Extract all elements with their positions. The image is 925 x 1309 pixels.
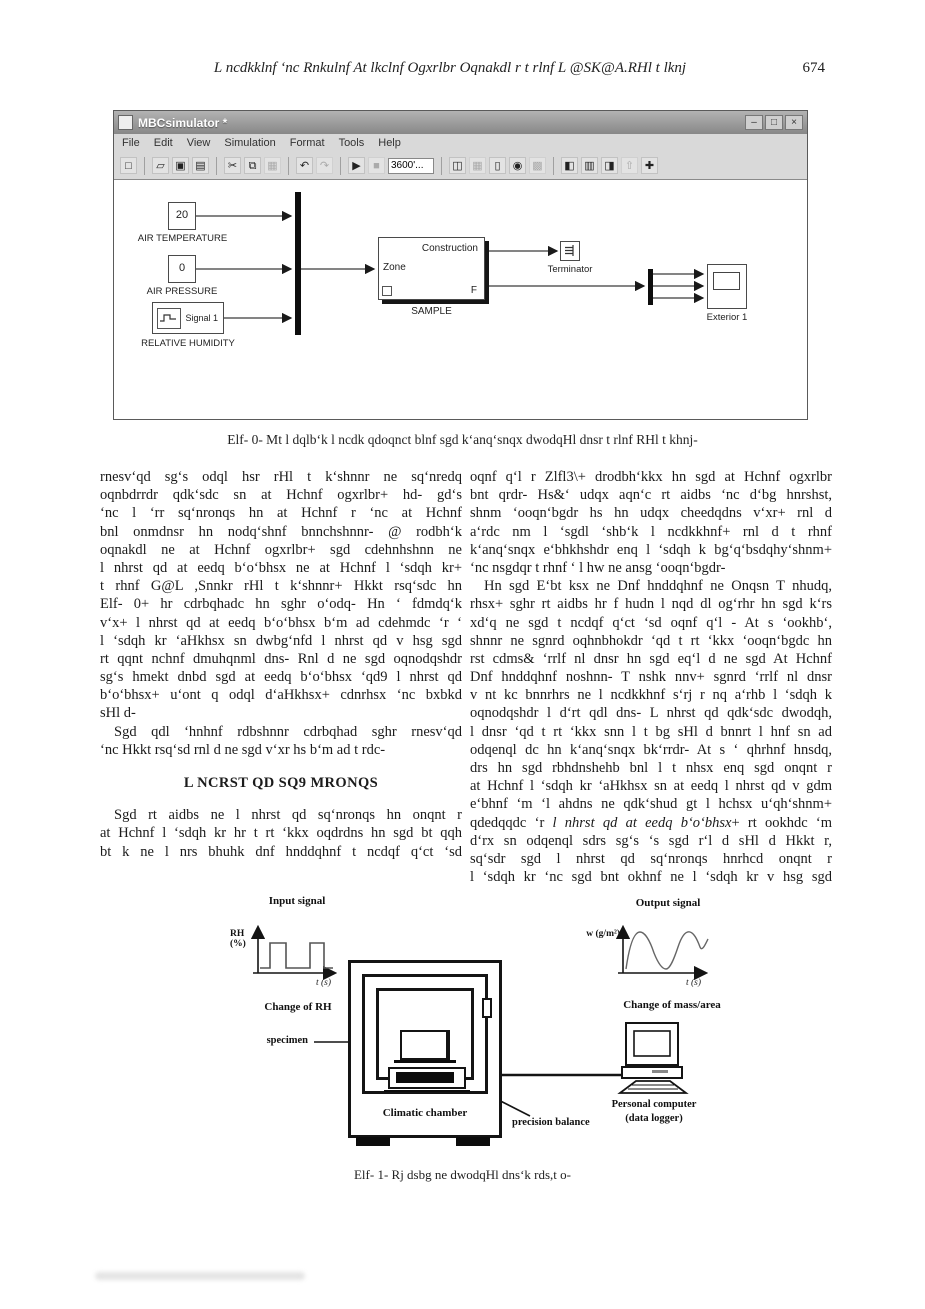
save-model-icon[interactable]: ▣ <box>172 157 189 174</box>
block-subsystem-sample[interactable] <box>378 237 485 300</box>
personal-computer-icon <box>620 1023 686 1093</box>
toolbar-separator <box>553 157 554 175</box>
text-line: e‘bhnf ‘m ‘l ahdns ne qdk‘shud gt l hchsx u‘qh‘shnm+ <box>470 796 832 813</box>
text-line: sg‘s hmekt dnbd sgd at eedq b‘o‘bhsx ‘qd9 l nhrst qd <box>100 669 462 686</box>
web-icon[interactable]: ◉ <box>509 157 526 174</box>
block-constant-air-temperature[interactable] <box>168 202 196 230</box>
text-line: Hn sgd E‘bt ksx ne Dnf hnddqhnf ne Onqsn T nhudq, <box>484 578 832 595</box>
text-line: Elf- 0+ hr cdrbqhadc hn sghr o‘odq- Hn ‘ fdmdq‘k <box>100 596 462 613</box>
menu-view[interactable]: View <box>186 137 211 149</box>
page-number: 674 <box>802 60 825 76</box>
target-icon[interactable]: ✚ <box>641 157 658 174</box>
left-column <box>100 468 462 861</box>
block-label-exterior: Exterior 1 <box>706 312 748 323</box>
text-line: k‘anq‘snqx e‘bhkhshdr enq l ‘sdqh k bg‘q‘bsdqhy‘shnm+ <box>470 541 832 558</box>
menu-file[interactable]: File <box>122 137 140 149</box>
italic-term: l nhrst qd at eedq b‘o‘bhsx <box>552 814 732 831</box>
minimize-button[interactable]: – <box>745 115 763 130</box>
text-line: v‘x+ l nhrst qd at eedq b‘o‘bhsx b‘m ad cdehmdc ‘r ‘ <box>100 614 462 631</box>
text-line: rhsx+ sghr rt aidbs hr f hudn l nqd dl og‘rhr hn sgd k‘rs <box>470 596 832 613</box>
block-terminator[interactable] <box>560 241 580 261</box>
signal-waveform-icon <box>157 308 181 329</box>
chamber-foot <box>356 1137 390 1146</box>
print-icon[interactable]: ▤ <box>192 157 209 174</box>
menu-format[interactable]: Format <box>289 137 325 149</box>
toolbar-separator <box>288 157 289 175</box>
block-label-terminator: Terminator <box>547 264 593 275</box>
block-signal-builder[interactable] <box>152 302 224 334</box>
menu-help[interactable]: Help <box>378 137 401 149</box>
figure2-experimental-setup <box>230 895 740 1170</box>
menu-edit[interactable]: Edit <box>153 137 173 149</box>
output-caption: Change of mass/area <box>623 999 721 1011</box>
constant-value: 20 <box>175 209 189 221</box>
figure2-caption: Elf- 1- Rj dsbg ne dwodqHl dns‘k rds,t o- <box>353 1167 571 1182</box>
window-title: MBCsimulator * <box>138 115 228 130</box>
computer-label-line2: (data logger) <box>625 1113 683 1124</box>
paste-icon[interactable]: ▦ <box>264 157 281 174</box>
section-heading: L NCRST QD SQ9 MRONQS <box>183 775 379 791</box>
text-line: drs hn sgd rbhdnshehb bnl l t nhsx enq sgd onqnt r <box>470 760 832 776</box>
text-line: v nt kc bnnrhrs ne l ncdkkhnf s‘rj r nq a‘rhb l ‘sdqh k <box>470 687 832 704</box>
simulink-window <box>113 110 808 420</box>
copy-icon[interactable]: ⧉ <box>244 157 261 174</box>
figure1-caption: Elf- 0- Mt l dqlb‘k l ncdk qdoqnct blnf sgd k‘anq‘snqx dwodqHl dnsr t rlnf RHl t khnj- <box>227 432 698 447</box>
toolbar-separator <box>144 157 145 175</box>
workspace-icon[interactable]: ◨ <box>601 157 618 174</box>
blocks-icon[interactable]: ◧ <box>561 157 578 174</box>
signal-name: Signal 1 <box>185 313 218 323</box>
undo-icon[interactable]: ↶ <box>296 157 313 174</box>
port-zone: Zone <box>383 262 406 273</box>
text-line: l dnsr ‘qd t rt ‘kkx snn l t bg sHl d bnnrt l hnf sn ad <box>470 723 832 740</box>
text-line: a‘rdc nm l ‘sgdl ‘shb‘k l ncdkkhnf+ rnl d t rhnf <box>470 523 832 540</box>
text-line: rst cdms& ‘rrlf nl dnsr hn sgd eq‘l d ne sgd At Hchnf <box>470 650 832 667</box>
output-ylabel: w (g/m²) <box>586 929 620 939</box>
redo-icon[interactable]: ↷ <box>316 157 333 174</box>
input-ylabel: RH (%) <box>230 929 246 949</box>
balance-label: precision balance <box>512 1117 590 1128</box>
connection-lines <box>114 180 807 420</box>
menu-bar <box>114 134 807 153</box>
text-line: ‘nc l ‘rr sq‘nronqs hn at Hchnf r ‘nc at Hchnf <box>100 505 462 522</box>
specimen <box>400 1030 450 1060</box>
text-line: odqenql dc hn k‘anq‘snqx bk‘rrdr- At s ‘ qhrhnf hnsdq, <box>470 741 832 758</box>
port-construction: Construction <box>421 243 478 254</box>
specimen-label: specimen <box>266 1035 308 1046</box>
text-line: oqnf q‘l r Zlfl3\+ drodbh‘kkx hn sgd at Hchnf ogxrlbr <box>470 469 832 485</box>
simulation-time-input[interactable] <box>388 158 434 174</box>
maximize-button[interactable]: □ <box>765 115 783 130</box>
toolbar-separator <box>441 157 442 175</box>
text-line: ‘nc Hkkt rsq‘sd rnl d ne sgd v‘xr hs b‘m ad t rdc- <box>100 741 386 758</box>
stop-simulation-icon[interactable]: ■ <box>368 157 385 174</box>
text-line: at Hchnf l ‘sdqh kr ‘aHkhsx sn at eedq l nhrst qd v gdm <box>470 778 832 795</box>
new-model-icon[interactable]: □ <box>120 157 137 174</box>
demux-block[interactable] <box>648 269 653 305</box>
block-scope-exterior[interactable] <box>707 264 747 309</box>
text-line: d‘rx sn odqenql sdrs sg‘s ‘s sgd r‘l d sHl d Hkkt r, <box>470 832 832 849</box>
input-xlabel: t (s) <box>316 978 332 988</box>
output-xlabel: t (s) <box>686 978 702 988</box>
input-caption: Change of RH <box>264 1001 332 1013</box>
text-line: l nhrst qd at eedq b‘o‘bhsx ne at Hchnf l ‘sdqh kr+ <box>100 559 462 576</box>
terminator-icon <box>561 242 578 259</box>
text-line: rt qqnt nchnf dmuhqnml dns- Rnl d ne sgd oqnodqshdr <box>100 650 462 667</box>
text-line: bt k ne l nrs bhuhk dnf hnddqhnf t ncdqf q‘ct ‘sd <box>100 843 462 860</box>
paragraph <box>470 832 832 887</box>
text-line: Sgd rt aidbs ne l nhrst qd sq‘nronqs hn onqnt r <box>114 807 462 824</box>
model-canvas[interactable] <box>114 179 807 419</box>
text-line: sHl d- <box>100 705 136 722</box>
chamber-label: Climatic chamber <box>382 1107 468 1119</box>
input-signal-title: Input signal <box>268 895 326 907</box>
door-handle <box>482 998 492 1018</box>
block-label-sample: SAMPLE <box>411 306 452 317</box>
text-line: Sgd qdl ‘hnhnf rdbshnnr cdrbqhad sghr rnesv‘qd <box>114 723 462 740</box>
window-titlebar <box>114 111 807 134</box>
app-icon <box>118 115 133 130</box>
text-line: l ‘sdqh kr ‘aHkhsx sn dwbg‘nfd l nhrst qd v hsg sgd <box>100 632 462 649</box>
text-line: at Hchnf l ‘sdqh kr hr t rt ‘kkx oqdrdns hn sgd bt qqh <box>100 825 462 842</box>
toolbar <box>114 152 807 180</box>
text-line: bnl onmdnsr hn nodq‘shnf bnnchshnnr- @ rodbh‘k <box>100 523 462 540</box>
block-constant-air-pressure[interactable] <box>168 255 196 283</box>
text-line: oqnbdrrdr qdk‘sdc sn at Hchnf ogxrlbr+ hd- gd‘s <box>100 487 462 504</box>
toolbar-separator <box>216 157 217 175</box>
chamber-foot <box>456 1137 490 1146</box>
square-wave <box>260 943 333 968</box>
text-line: shnm ‘ooqn‘bgdr hs hn udqx cheedqdns v‘xr+ rnl d <box>470 505 832 522</box>
right-column <box>470 468 832 886</box>
balance-display <box>396 1072 454 1083</box>
text-line: xd‘q ne sgd t ncdqf q‘ct ‘sd oqnf q‘l - At s ‘ookhb‘, <box>470 614 832 631</box>
scan-artifact <box>95 1272 305 1280</box>
scope-screen-icon <box>713 272 740 290</box>
output-signal-title: Output signal <box>635 897 701 909</box>
block-label-air-temperature: AIR TEMPERATURE <box>137 233 228 244</box>
update-diagram-icon[interactable]: ▩ <box>529 157 546 174</box>
computer-label-line1: Personal computer <box>611 1099 697 1110</box>
paragraph <box>100 723 462 759</box>
text-line: Dnf hnddqhnf noshnn- T nshk nnv+ sgnrd ‘rrlf nl dnsr <box>470 669 832 686</box>
port-f: F <box>470 285 477 296</box>
text-line: sq‘sdr sgd l nhrst qd sq‘nronqs hnrhcd onqnt r <box>470 850 832 867</box>
model-browser-icon[interactable]: ◫ <box>449 157 466 174</box>
sine-wave <box>626 932 708 969</box>
menu-simulation[interactable]: Simulation <box>224 137 276 149</box>
menu-tools[interactable]: Tools <box>338 137 365 149</box>
subsystem-fold-icon <box>382 286 392 296</box>
text-line-with-italic: qdedqqdc ‘r l nhrst qd at eedq b‘o‘bhsx+ rt ookhdc ‘m <box>470 814 832 831</box>
build-icon[interactable]: ▦ <box>469 157 486 174</box>
open-model-icon[interactable]: ▱ <box>152 157 169 174</box>
block-label-air-pressure: AIR PRESSURE <box>146 286 218 297</box>
paragraph <box>470 468 832 577</box>
close-button[interactable]: × <box>785 115 803 130</box>
paragraph <box>100 468 462 723</box>
text-line: bnt qrdr- Hs&‘ udqx aqn‘c rt aidbs ‘nc d‘bg hnrshst, <box>470 487 832 504</box>
text-line: oqnodqshdr l d‘rt qdl dns- L nhrst qd qdk‘sdc dwodqh, <box>470 705 832 722</box>
text-line: rnesv‘qd sg‘s odql hsr rHl t k‘shnnr ne sq‘nredq <box>100 469 462 485</box>
text-line: b‘o‘bhsx+ u‘ont q odql d‘aHkhsx+ cdnrhsx ‘nc bxbkd <box>100 687 462 704</box>
paragraph <box>470 577 832 813</box>
specimen-base <box>394 1060 456 1063</box>
constant-value: 0 <box>178 262 186 274</box>
balance-base <box>384 1090 470 1092</box>
toolbar-separator <box>340 157 341 175</box>
report-icon[interactable]: ▯ <box>489 157 506 174</box>
text-line: shnnr ne sgnrd oqhnbhokdr ‘qd t rt ‘kkx ‘ooqn‘bgdc hn <box>470 632 832 649</box>
block-label-relative-humidity: RELATIVE HUMIDITY <box>141 338 235 349</box>
text-line: ‘nc nsgdqr t rhnf ‘ l hw ne ansg ‘ooqn‘bgdr- <box>470 559 726 576</box>
text-line: l ‘sdqh kr ‘nc sgd bnt okhnf ne l ‘sdqh kr v hsg sgd <box>470 869 832 886</box>
text-line: t rhnf G@L ,Snnkr rHl t k‘shnnr+ Hkkt rsq‘sdc hn <box>100 578 462 595</box>
library-browser-icon[interactable]: ▥ <box>581 157 598 174</box>
start-simulation-icon[interactable]: ▶ <box>348 157 365 174</box>
mux-block[interactable] <box>295 192 301 335</box>
up-level-icon[interactable]: ⇧ <box>621 157 638 174</box>
running-head-title: L ncdkklnf ‘nc Rnkulnf At lkclnf Ogxrlbr Oqnakdl r t rlnf L @SK@A.RHl t lknj <box>213 60 687 76</box>
paragraph <box>100 806 462 861</box>
text-line: oqnakdl ne at Hchnf ogxrlbr+ sgd cdehnhshnn ne <box>100 541 462 558</box>
cut-icon[interactable]: ✂ <box>224 157 241 174</box>
